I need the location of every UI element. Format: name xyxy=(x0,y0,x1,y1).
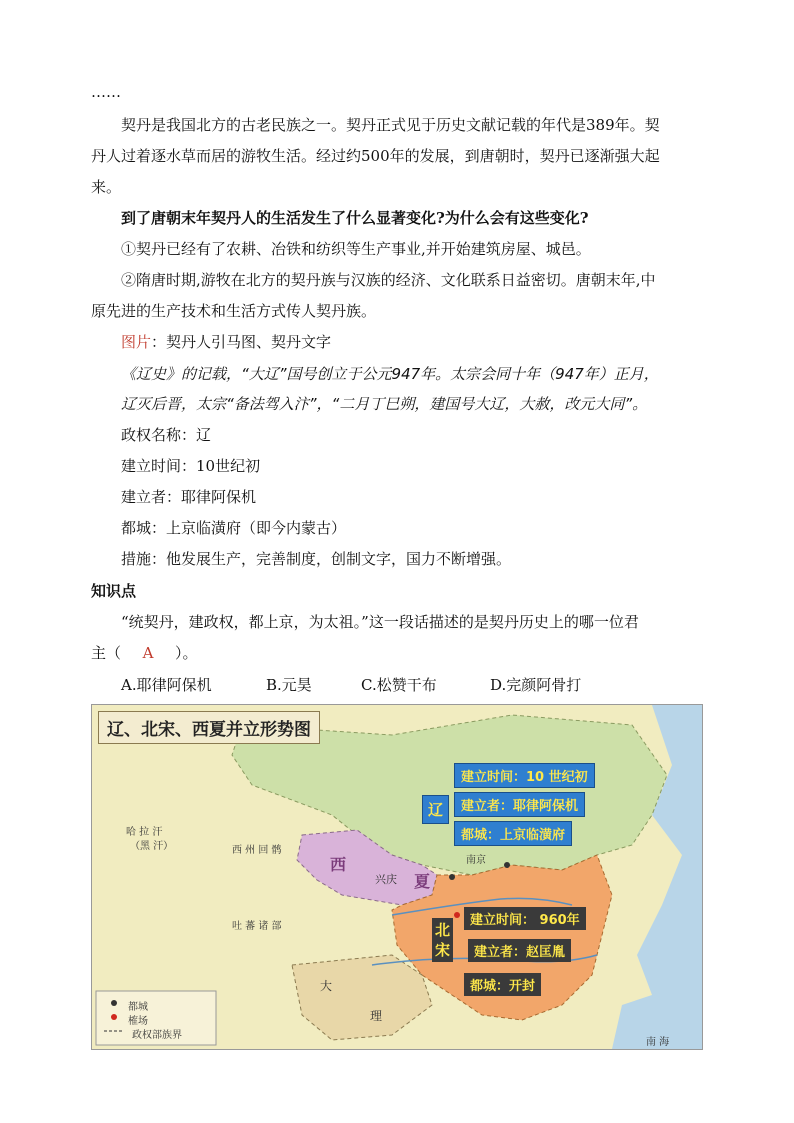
answer-2-line-2: 原先进的生产技术和生活方式传人契丹族。 xyxy=(91,302,377,320)
dali-label-2: 理 xyxy=(370,1009,383,1023)
quiz-answer: A xyxy=(142,644,154,662)
liaoshi-quote-line-1: 《辽史》的记载，“大辽”国号创立于公元947年。太宗会同十年（947年）正月， xyxy=(121,365,659,383)
xizhou-label: 西 州 回 鹘 xyxy=(232,845,282,856)
northern-song-tag-2: 宋 xyxy=(435,941,451,959)
halahan-label: 哈 拉 汗 xyxy=(126,827,163,838)
tubo-label: 吐 蕃 诸 部 xyxy=(232,921,282,932)
song-capital-tag: 都城：开封 xyxy=(464,973,541,996)
quiz-paren-close: ）。 xyxy=(175,644,198,662)
paragraph-1-line-3: 来。 xyxy=(91,178,122,196)
option-c: C.松赞干布 xyxy=(361,676,437,694)
option-b: B.元昊 xyxy=(266,676,312,694)
legend-capital-symbol xyxy=(111,1000,117,1006)
founding-time: 建立时间：10世纪初 xyxy=(121,457,261,475)
measures: 措施：他发展生产，完善制度，创制文字，国力不断增强。 xyxy=(121,550,512,568)
liao-tag: 辽 xyxy=(422,795,449,824)
liao-time-tag: 建立时间：10 世纪初 xyxy=(454,763,595,788)
legend-border-text: 政权部族界 xyxy=(132,1030,182,1041)
option-d: D.完颜阿骨打 xyxy=(490,676,582,694)
xixia-label-2: 夏 xyxy=(414,872,431,891)
capital: 都城：上京临潢府（即今内蒙古） xyxy=(121,519,347,537)
picture-label: 图片 xyxy=(121,333,152,351)
liao-capital-tag: 都城：上京临潢府 xyxy=(454,821,572,846)
legend-capital-text: 都城 xyxy=(128,1002,148,1013)
xingqing-capital-dot xyxy=(449,874,455,880)
quiz-question-line-2 xyxy=(91,643,198,663)
option-a: A.耶律阿保机 xyxy=(121,676,212,694)
map-svg xyxy=(92,705,702,1049)
question-heading: 到了唐朝末年契丹人的生活发生了什么显著变化?为什么会有这些变化? xyxy=(121,209,589,227)
heihan-label: （黑 汗） xyxy=(130,841,174,852)
knowledge-heading: 知识点 xyxy=(91,582,137,600)
quiz-question-line-1: “统契丹，建政权，都上京，为太祖。”这一段话描述的是契丹历史上的哪一位君 xyxy=(121,613,639,631)
nanhai-label: 南 海 xyxy=(646,1037,670,1048)
northern-song-tag-1: 北 xyxy=(435,921,451,939)
nanjing-label: 南京 xyxy=(466,855,486,866)
legend-market-text: 榷场 xyxy=(128,1016,148,1027)
liaoshi-quote-line-2: 辽灭后晋，太宗“备法驾入汴”，“二月丁巳朔，建国号大辽，大赦，改元大同”。 xyxy=(121,395,648,413)
northern-song-tag xyxy=(432,918,453,962)
legend-market-symbol xyxy=(111,1014,117,1020)
picture-caption xyxy=(121,332,331,352)
answer-2-line-1: ②隋唐时期,游牧在北方的契丹族与汉族的经济、文化联系日益密切。唐朝末年,中 xyxy=(121,271,656,289)
nanjing-capital-dot xyxy=(504,862,510,868)
song-founder-tag: 建立者：赵匡胤 xyxy=(468,939,571,962)
kaifeng-market-dot xyxy=(454,912,460,918)
paragraph-1-line-2: 丹人过着逐水草而居的游牧生活。经过约500年的发展，到唐朝时，契丹已逐渐强大起 xyxy=(91,147,660,165)
quiz-paren-open: 主（ xyxy=(91,644,122,662)
regime-name: 政权名称：辽 xyxy=(121,426,212,444)
liao-founder-tag: 建立者：耶律阿保机 xyxy=(454,792,585,817)
ellipsis: …… xyxy=(91,83,121,101)
founder: 建立者：耶律阿保机 xyxy=(121,488,257,506)
historical-map xyxy=(91,704,703,1050)
answer-1: ①契丹已经有了农耕、冶铁和纺织等生产事业,并开始建筑房屋、城邑。 xyxy=(121,240,591,258)
dali-label-1: 大 xyxy=(320,979,333,993)
xingqing-label: 兴庆 xyxy=(375,873,397,886)
picture-text: ：契丹人引马图、契丹文字 xyxy=(151,333,332,351)
map-title: 辽、北宋、西夏并立形势图 xyxy=(98,711,320,744)
paragraph-1-line-1: 契丹是我国北方的古老民族之一。契丹正式见于历史文献记载的年代是389年。契 xyxy=(121,116,660,134)
song-time-tag: 建立时间： 960年 xyxy=(464,907,586,930)
xixia-label-1: 西 xyxy=(330,855,347,874)
